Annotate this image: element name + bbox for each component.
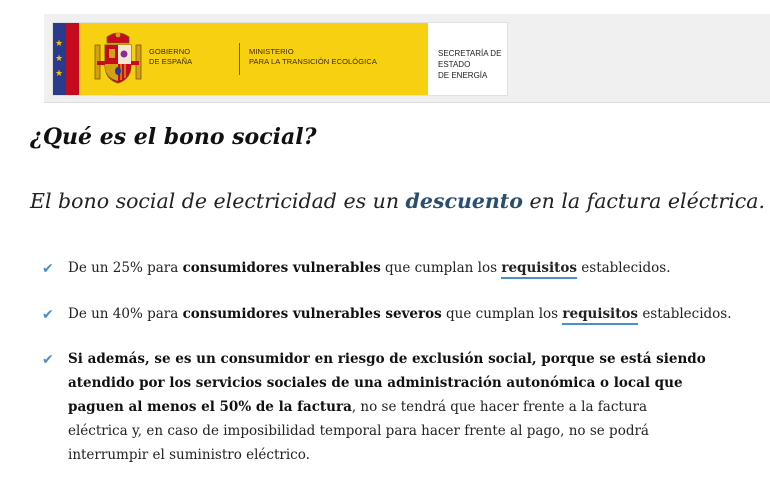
eu-flag-strip: [53, 23, 79, 95]
requisitos-link[interactable]: requisitos: [562, 306, 638, 325]
bold-phrase: Si además, se es un consumidor en riesgo de exclusión social, porque se está siendo atendido por los servicios sociales de una administración autonómica o local que paguen al menos el 50% de la factura: [68, 351, 706, 415]
list-item: ✔ Si además, se es un consumidor en riesgo de exclusión social, porque se está siendo atendido por los servicios sociales de una administración autonómica o local que paguen al menos el 50% de la factura, no se tendrá que hacer frente a la factura eléctrica y, en caso de imposibilidad temporal para hacer frente al pago, no se podrá interrumpir el suministro eléctrico.: [40, 347, 708, 467]
page-title: ¿Qué es el bono social?: [30, 124, 317, 150]
secretaria-label: SECRETARÍA DE ESTADO DE ENERGÍA: [438, 49, 502, 80]
check-icon: ✔: [42, 307, 54, 323]
lead-text-after: en la factura eléctrica.: [522, 189, 765, 213]
list-item: ✔ De un 25% para consumidores vulnerables que cumplan los requisitos establecidos.: [40, 256, 670, 280]
lead-highlight-descuento: descuento: [405, 189, 523, 213]
spanish-coat-of-arms-icon: [93, 31, 143, 87]
list-item: ✔ De un 40% para consumidores vulnerables severos que cumplan los requisitos establecidos.: [40, 302, 732, 326]
gobierno-label: GOBIERNO DE ESPAÑA: [149, 47, 193, 66]
check-icon: ✔: [42, 261, 54, 277]
eu-stars-icon: ★ ★ ★: [55, 39, 64, 79]
requisitos-link[interactable]: requisitos: [501, 260, 577, 279]
logo-divider: [239, 43, 240, 75]
bold-phrase: consumidores vulnerables severos: [182, 306, 442, 322]
lead-text-before: El bono social de electricidad es un: [30, 189, 406, 213]
government-logo[interactable]: [52, 22, 508, 96]
bold-phrase: consumidores vulnerables: [182, 260, 381, 276]
lead-sentence: [30, 189, 765, 213]
logo-yellow-panel: [79, 23, 428, 95]
logo-white-panel: [428, 23, 507, 95]
ministerio-label: MINISTERIO PARA LA TRANSICIÓN ECOLÓGICA: [249, 47, 377, 66]
check-icon: ✔: [42, 352, 54, 368]
